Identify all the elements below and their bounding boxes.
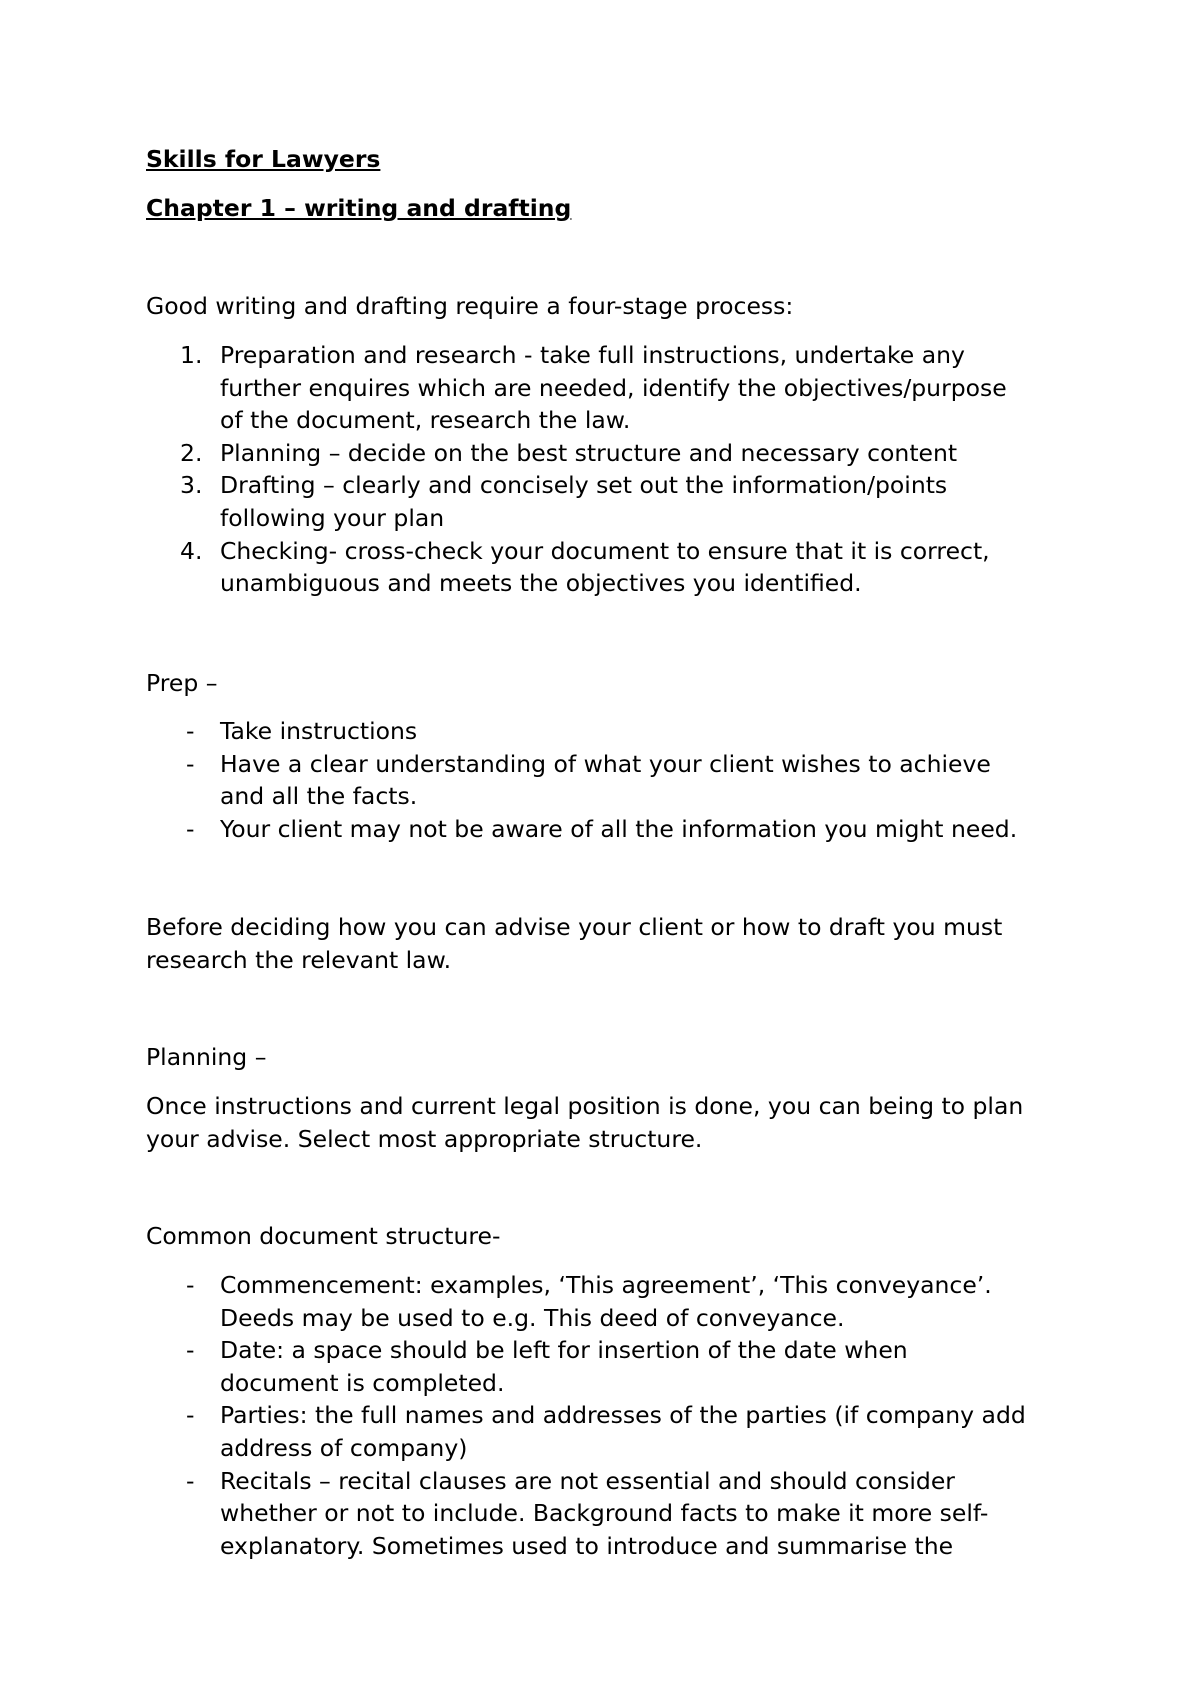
- list-item-text-line: document is completed.: [220, 1368, 505, 1397]
- list-marker: 4.: [180, 536, 203, 565]
- list-marker: -: [186, 1466, 195, 1495]
- list-marker: -: [186, 1271, 195, 1299]
- list-item-text-line: explanatory. Sometimes used to introduce and summarise the: [220, 1531, 954, 1560]
- list-item-text-line: Planning – decide on the best structure and necessary content: [220, 438, 958, 467]
- stage-item: [146, 437, 1096, 470]
- list-item-text-line: Preparation and research - take full instructions, undertake any: [220, 341, 965, 369]
- planning-paragraph-line-2: your advise. Select most appropriate structure.: [146, 1125, 703, 1153]
- structure-heading: Common document structure-: [146, 1222, 501, 1250]
- prep-item: [146, 748, 1096, 813]
- list-marker: -: [186, 1336, 195, 1365]
- list-marker: 3.: [180, 471, 203, 500]
- list-item-text-line: Recitals – recital clauses are not essential and should consider: [220, 1466, 955, 1495]
- list-item-text-line: Deeds may be used to e.g. This deed of conveyance.: [220, 1303, 845, 1332]
- prep-list: [146, 715, 1096, 845]
- stage-item: [146, 469, 1096, 534]
- list-item-text-line: following your plan: [220, 503, 445, 532]
- list-item-text-line: Your client may not be aware of all the information you might need.: [220, 814, 1018, 843]
- list-item-text-line: Commencement: examples, ‘This agreement’, ‘This conveyance’.: [220, 1271, 992, 1299]
- list-item-text-line: unambiguous and meets the objectives you identified.: [220, 569, 862, 598]
- list-item-text-line: Checking- cross-check your document to ensure that it is correct,: [220, 536, 990, 565]
- prep-item: [146, 715, 1096, 748]
- list-item-text-line: whether or not to include. Background facts to make it more self-: [220, 1499, 989, 1528]
- stage-item: [146, 535, 1096, 600]
- chapter-heading: Chapter 1 – writing and drafting: [146, 194, 572, 222]
- intro-paragraph: Good writing and drafting require a four-stage process:: [146, 292, 794, 320]
- list-item-text-line: further enquires which are needed, identify the objectives/purpose: [220, 373, 1007, 402]
- list-marker: -: [186, 1401, 195, 1430]
- document-title: Skills for Lawyers: [146, 145, 381, 173]
- stage-item: [146, 339, 1096, 437]
- before-paragraph-line-2: research the relevant law.: [146, 946, 452, 974]
- list-item-text-line: address of company): [220, 1433, 468, 1462]
- planning-paragraph-line-1: Once instructions and current legal position is done, you can being to plan: [146, 1092, 1024, 1120]
- structure-list: [146, 1269, 1096, 1562]
- before-paragraph-line-1: Before deciding how you can advise your client or how to draft you must: [146, 913, 1003, 941]
- structure-item: [146, 1334, 1096, 1399]
- list-item-text-line: Take instructions: [220, 717, 418, 745]
- structure-item: [146, 1465, 1096, 1563]
- list-marker: 2.: [180, 438, 203, 467]
- prep-heading: Prep –: [146, 669, 218, 697]
- list-item-text-line: Have a clear understanding of what your client wishes to achieve: [220, 749, 991, 778]
- structure-item: [146, 1399, 1096, 1464]
- list-marker: -: [186, 814, 195, 843]
- list-item-text-line: Parties: the full names and addresses of the parties (if company add: [220, 1401, 1026, 1430]
- list-marker: -: [186, 717, 195, 745]
- list-item-text-line: of the document, research the law.: [220, 406, 631, 435]
- list-item-text-line: and all the facts.: [220, 782, 418, 811]
- list-marker: -: [186, 749, 195, 778]
- structure-item: [146, 1269, 1096, 1334]
- planning-heading: Planning –: [146, 1043, 267, 1071]
- list-marker: 1.: [180, 341, 203, 369]
- prep-item: [146, 813, 1096, 846]
- stages-list: [146, 339, 1096, 600]
- list-item-text-line: Drafting – clearly and concisely set out the information/points: [220, 471, 948, 500]
- list-item-text-line: Date: a space should be left for insertion of the date when: [220, 1336, 908, 1365]
